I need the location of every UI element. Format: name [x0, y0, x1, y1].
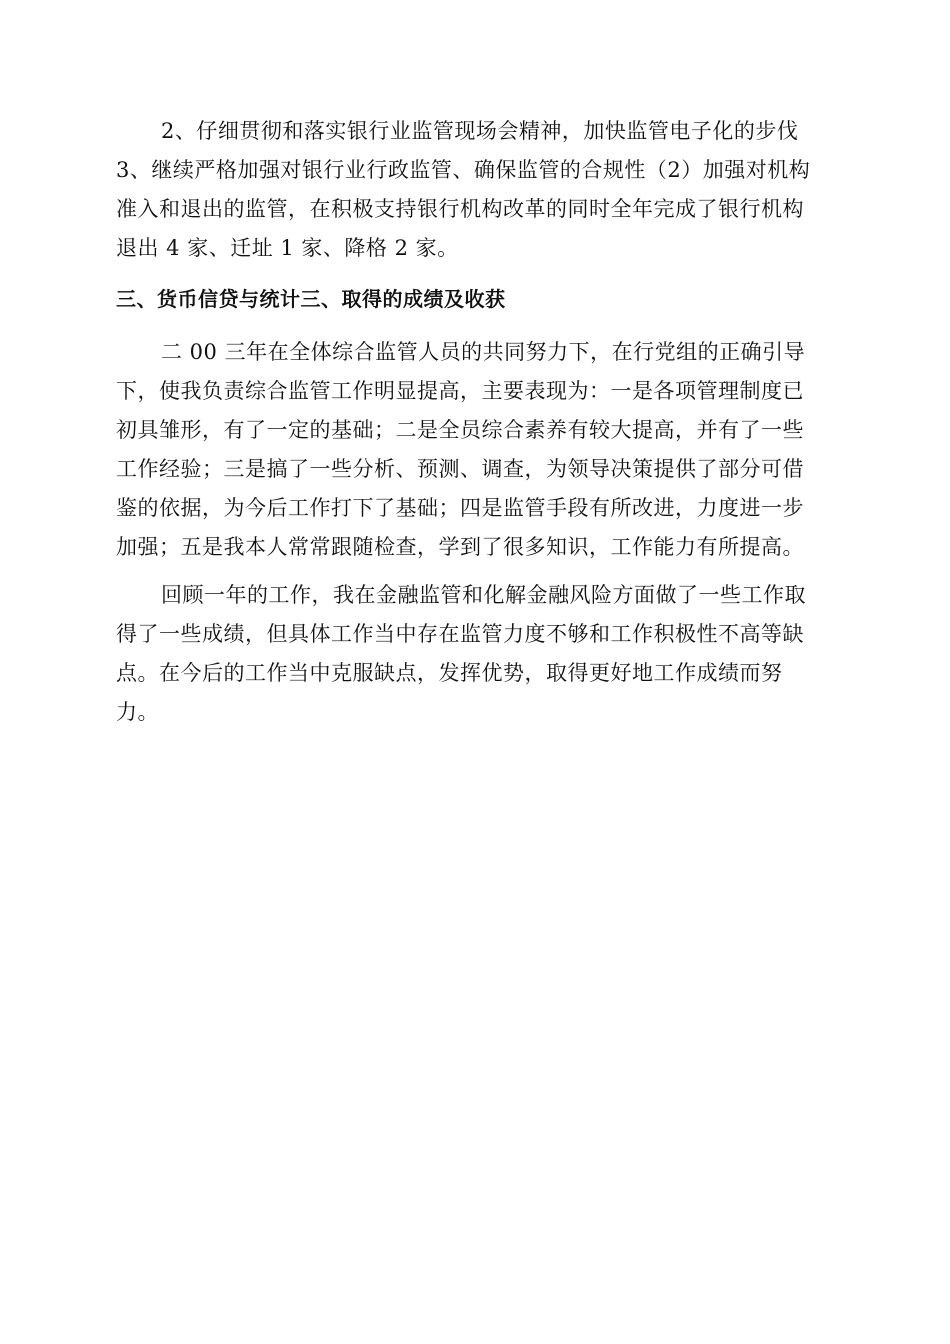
paragraph-line: 力。 [116, 700, 159, 724]
paragraph-line: 加强；五是我本人常常跟随检查，学到了很多知识，工作能力有所提高。 [116, 535, 804, 559]
paragraph-supervision [116, 112, 836, 268]
paragraph-line: 3、继续严格加强对银行业行政监管、确保监管的合规性（2）加强对机构 [116, 158, 811, 182]
paragraph-line: 初具雏形，有了一定的基础；二是全员综合素养有较大提高，并有了一些 [116, 418, 804, 442]
section-heading: 三、货币信贷与统计三、取得的成绩及收获 [116, 287, 506, 311]
paragraph-line: 回顾一年的工作，我在金融监管和化解金融风险方面做了一些工作取 [161, 583, 806, 607]
paragraph-line: 点。在今后的工作当中克服缺点，发挥优势，取得更好地工作成绩而努 [116, 661, 783, 685]
paragraph-line: 下，使我负责综合监管工作明显提高，主要表现为：一是各项管理制度已 [116, 379, 804, 403]
paragraph-line: 得了一些成绩，但具体工作当中存在监管力度不够和工作积极性不高等缺 [116, 622, 804, 646]
paragraph-line: 退出 4 家、迁址 1 家、降格 2 家。 [116, 236, 459, 260]
paragraph-achievements [116, 333, 836, 567]
paragraph-review [116, 576, 836, 732]
paragraph-line: 准入和退出的监管，在积极支持银行机构改革的同时全年完成了银行机构 [116, 197, 804, 221]
paragraph-line: 工作经验；三是搞了一些分析、预测、调查，为领导决策提供了部分可借 [116, 457, 804, 481]
paragraph-line: 2、仔细贯彻和落实银行业监管现场会精神，加快监管电子化的步伐 [161, 119, 799, 143]
paragraph-line: 二 00 三年在全体综合监管人员的共同努力下，在行党组的正确引导 [161, 340, 806, 364]
paragraph-line: 鉴的依据，为今后工作打下了基础；四是监管手段有所改进，力度进一步 [116, 496, 804, 520]
